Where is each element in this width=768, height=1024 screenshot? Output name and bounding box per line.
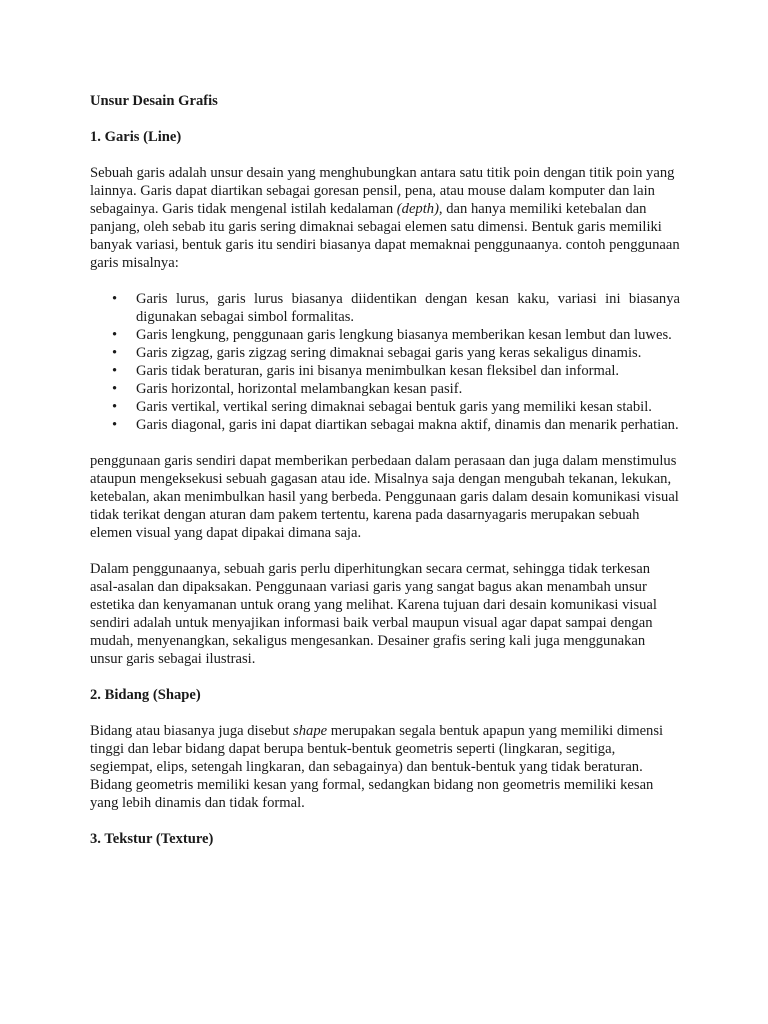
list-item <box>90 362 680 380</box>
section-2-heading: 2. Bidang (Shape) <box>90 687 201 703</box>
list-item <box>90 380 680 398</box>
text-run: merupakan segala bentuk apapun yang memiliki dimensi tinggi dan lebar bidang dapat berupa bentuk-bentuk geometris seperti (lingkaran, segitiga, segiempat, elips, setengah lingkaran, dan sebagainya) dan bentuk-bentuk yang tidak beraturan. Bidang geometris memiliki kesan yang formal, sedangkan bidang non geometris memiliki kesan yang lebih dinamis dan tidak formal. <box>90 723 664 811</box>
document-title: Unsur Desain Grafis <box>90 93 218 109</box>
list-item-text: Garis lengkung, penggunaan garis lengkung biasanya memberikan kesan lembut dan luwes. <box>136 327 672 343</box>
spacer <box>90 110 680 128</box>
text-run: Bidang atau biasanya juga disebut <box>90 723 294 739</box>
bullet-icon: • <box>112 345 118 361</box>
bullet-list <box>90 290 680 434</box>
list-item-text: Garis tidak beraturan, garis ini bisanya menimbulkan kesan fleksibel dan informal. <box>136 363 620 379</box>
section-2-paragraph <box>90 722 680 812</box>
bullet-icon: • <box>112 327 118 343</box>
spacer <box>90 668 680 686</box>
list-item-text: Garis zigzag, garis zigzag sering dimaknai sebagai garis yang keras sekaligus dinamis. <box>136 345 642 361</box>
section-3-heading: 3. Tekstur (Texture) <box>90 831 214 847</box>
spacer <box>90 272 680 290</box>
list-item <box>90 416 680 434</box>
list-item-text: Garis horizontal, horizontal melambangkan kesan pasif. <box>136 381 463 397</box>
list-item <box>90 398 680 416</box>
bullet-icon: • <box>112 291 118 307</box>
spacer <box>90 434 680 452</box>
document-page <box>90 92 680 848</box>
list-item-text: Garis vertikal, vertikal sering dimaknai sebagai bentuk garis yang memiliki kesan stabil. <box>136 399 652 415</box>
spacer <box>90 812 680 830</box>
list-item-text: Garis diagonal, garis ini dapat diartikan sebagai makna aktif, dinamis dan menarik perhatian. <box>136 417 679 433</box>
section-1-paragraph-2: penggunaan garis sendiri dapat memberikan perbedaan dalam perasaan dan juga dalam menstimulus ataupun mengeksekusi sebuah gagasan atau ide. Misalnya saja dengan mengubah tekanan, lekukan, ketebalan, akan menimbulkan hasil yang berbeda. Penggunaan garis dalam desain komunikasi visual tidak terikat dengan aturan dam pakem tertentu, karena pada dasarnyagaris merupakan sebuah elemen visual yang dapat dipakai dimana saja. <box>90 453 679 541</box>
bullet-icon: • <box>112 417 118 433</box>
bullet-icon: • <box>112 363 118 379</box>
spacer <box>90 542 680 560</box>
spacer <box>90 146 680 164</box>
list-item <box>90 326 680 344</box>
bullet-icon: • <box>112 399 118 415</box>
bullet-icon: • <box>112 381 118 397</box>
italic-term: shape <box>293 723 328 739</box>
section-1-paragraph-1 <box>90 164 680 272</box>
spacer <box>90 704 680 722</box>
text-run: Sebuah garis adalah unsur desain yang menghubungkan antara satu titik poin dengan titik poin yang lainnya. Garis dapat diartikan sebagai goresan pensil, pena, atau mouse dalam komputer dan lain sebagainya. Garis tidak mengenal istilah kedalaman <box>90 165 675 217</box>
list-item <box>90 344 680 362</box>
section-1-heading: 1. Garis (Line) <box>90 129 182 145</box>
text-run: dan hanya memiliki ketebalan dan panjang, oleh sebab itu garis sering dimaknai sebagai elemen satu dimensi. Bentuk garis memiliki banyak variasi, bentuk garis itu sendiri biasanya dapat memaknai penggunaanya. contoh penggunaan garis misalnya: <box>90 201 680 271</box>
list-item-text: Garis lurus, garis lurus biasanya diidentikan dengan kesan kaku, variasi ini biasanya digunakan sebagai simbol formalitas. <box>136 291 680 325</box>
italic-term: (depth), <box>396 201 443 217</box>
list-item <box>90 290 680 326</box>
section-1-paragraph-3: Dalam penggunaanya, sebuah garis perlu diperhitungkan secara cermat, sehingga tidak terkesan asal-asalan dan dipaksakan. Penggunaan variasi garis yang sangat bagus akan menambah unsur estetika dan kenyamanan untuk orang yang melihat. Karena tujuan dari desain komunikasi visual sendiri adalah untuk menyajikan informasi baik verbal maupun visual agar dapat sampai dengan mudah, menyenangkan, sekaligus mengesankan. Desainer grafis sering kali juga menggunakan unsur garis sebagai ilustrasi. <box>90 561 657 667</box>
